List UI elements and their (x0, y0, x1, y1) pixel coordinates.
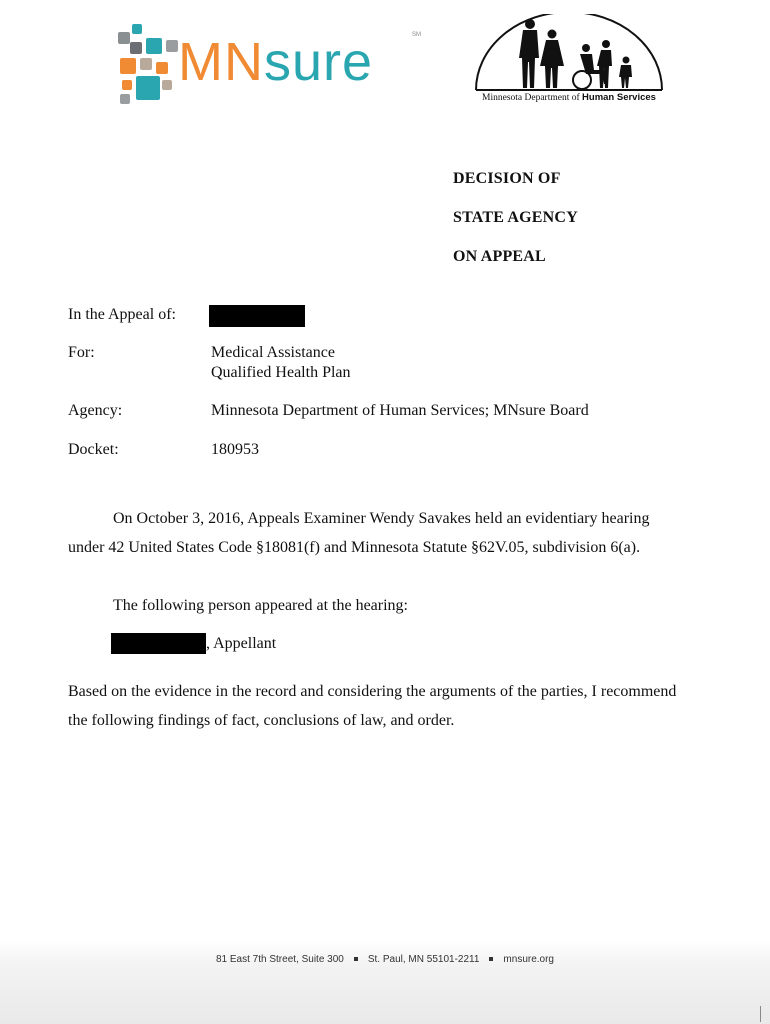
separator-dot-icon (489, 957, 493, 961)
wordmark-sure: sure (263, 32, 374, 92)
logo-square (162, 80, 172, 90)
footer-contact (0, 954, 770, 965)
service-mark: SM (412, 32, 421, 38)
title-line-2: STATE AGENCY (453, 209, 578, 226)
title-line-1: DECISION OF (453, 170, 561, 187)
mnsure-logo (106, 18, 426, 110)
logo-square (130, 42, 142, 54)
dhs-logo (474, 14, 664, 110)
dhs-org-emphasis: Human Services (582, 92, 656, 103)
logo-square (118, 32, 130, 44)
attendance-paragraph: The following person appeared at the hearing: (113, 597, 408, 614)
appellant-name-redacted (209, 305, 305, 327)
docket-label: Docket: (68, 441, 119, 458)
page-edge-mark (760, 1006, 761, 1022)
hearing-paragraph-line-2: under 42 United States Code §18081(f) and Minnesota Statute §62V.05, subdivision 6(a). (68, 539, 641, 556)
logo-square (136, 76, 160, 100)
appeal-label: In the Appeal of: (68, 306, 176, 323)
separator-dot-icon (354, 957, 358, 961)
recommendation-line-2: the following findings of fact, conclusions of law, and order. (68, 712, 455, 729)
logo-square (132, 24, 142, 34)
footer-city: St. Paul, MN 55101-2211 (367, 954, 480, 965)
agency-label: Agency: (68, 402, 123, 419)
dhs-org-prefix: Minnesota Department of (482, 93, 580, 103)
appellant-redacted (111, 633, 206, 654)
for-value-2: Qualified Health Plan (211, 364, 351, 381)
logo-square (140, 58, 152, 70)
logo-square (120, 94, 130, 104)
docket-value: 180953 (211, 441, 259, 458)
logo-square (166, 40, 178, 52)
logo-square (146, 38, 162, 54)
title-line-3: ON APPEAL (453, 248, 546, 265)
mnsure-wordmark (178, 32, 373, 92)
footer-band (0, 940, 770, 1024)
logo-square (122, 80, 132, 90)
dhs-family-icon (474, 14, 664, 94)
logo-square (156, 62, 168, 74)
for-label: For: (68, 344, 95, 361)
dhs-org-name (474, 92, 664, 103)
footer-address: 81 East 7th Street, Suite 300 (215, 954, 344, 965)
hearing-paragraph-line-1: On October 3, 2016, Appeals Examiner Wendy Savakes held an evidentiary hearing (113, 510, 650, 527)
agency-value: Minnesota Department of Human Services; MNsure Board (211, 402, 589, 419)
for-value-1: Medical Assistance (211, 344, 335, 361)
appellant-role: , Appellant (206, 635, 277, 652)
logo-square (120, 58, 136, 74)
recommendation-line-1: Based on the evidence in the record and considering the arguments of the parties, I recommend (68, 683, 677, 700)
footer-website[interactable]: mnsure.org (503, 954, 554, 965)
wordmark-mn: MN (178, 32, 264, 92)
